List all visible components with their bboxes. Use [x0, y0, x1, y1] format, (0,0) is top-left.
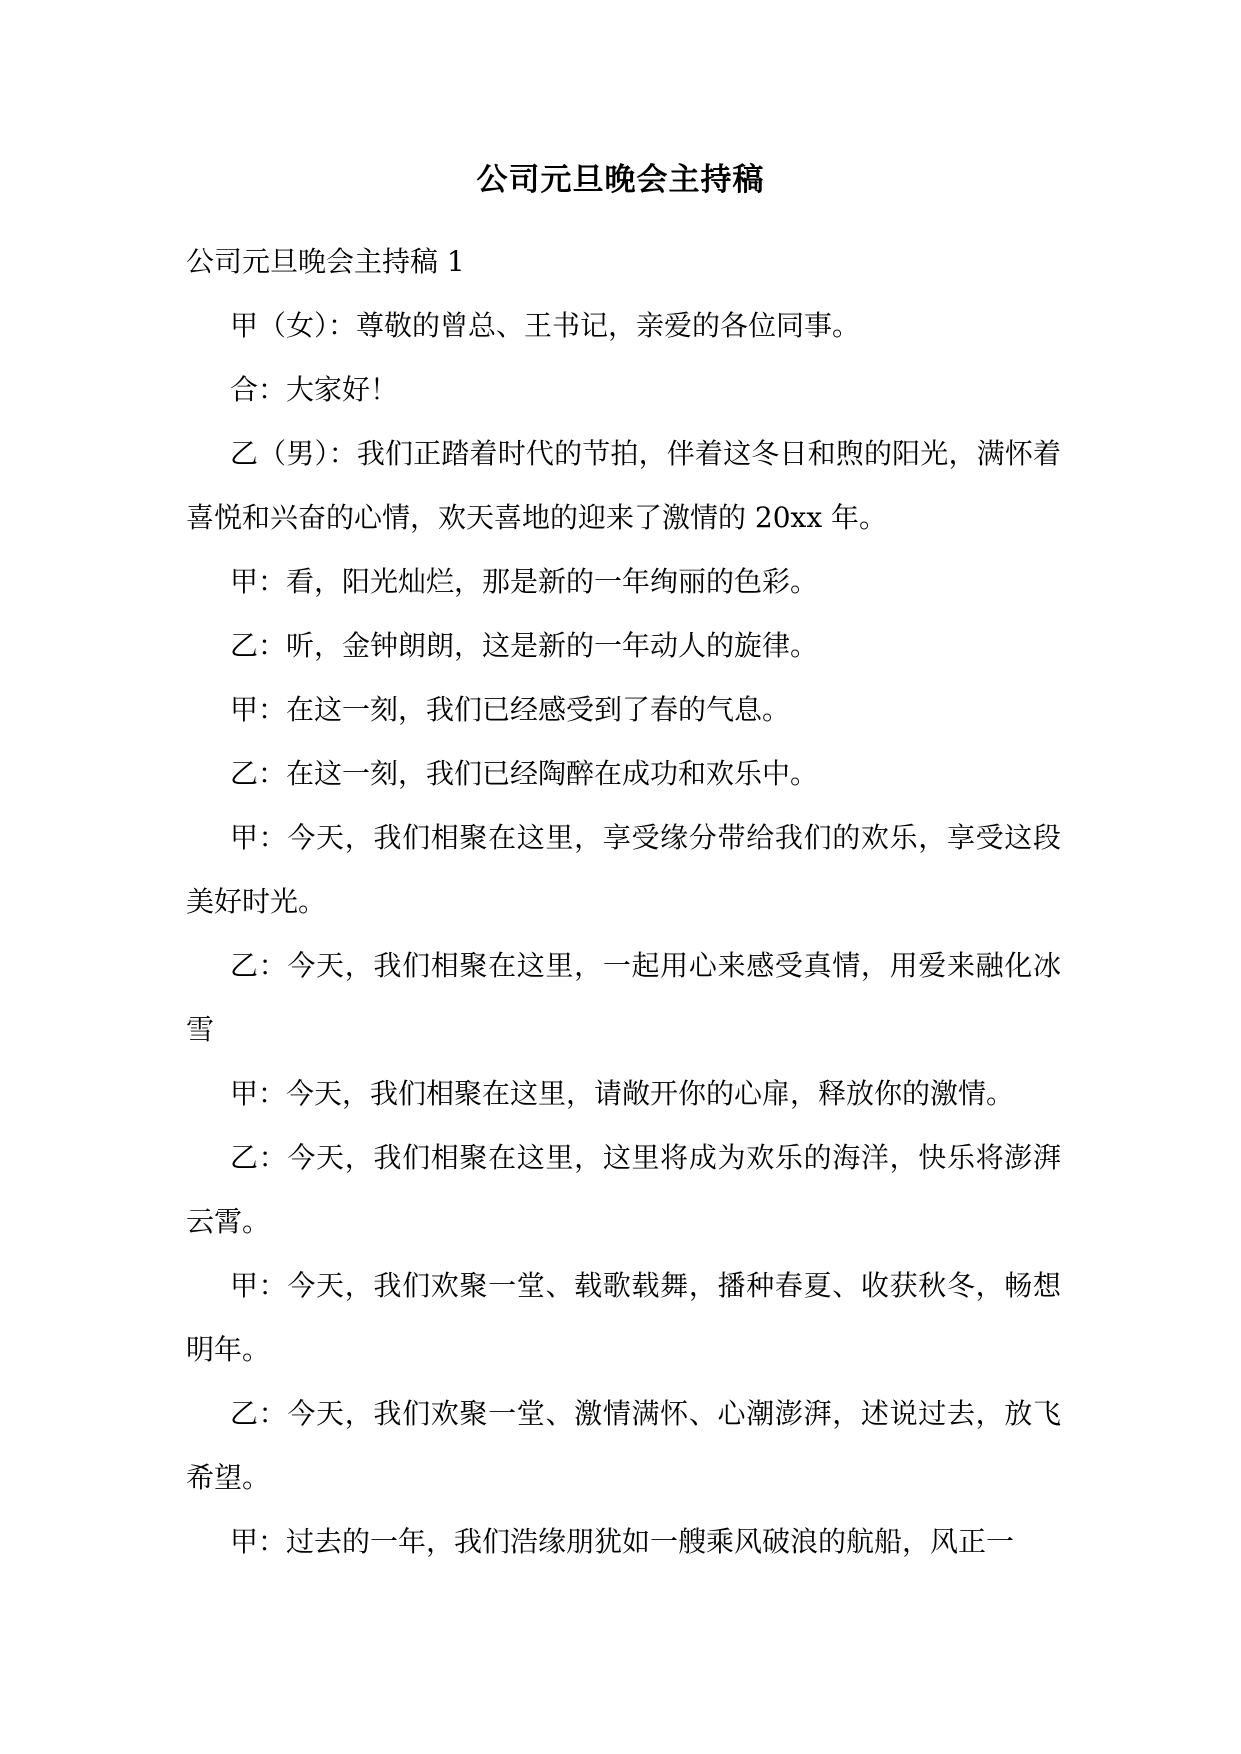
dialogue-paragraph: 乙：在这一刻，我们已经陶醉在成功和欢乐中。 [230, 757, 819, 790]
dialogue-paragraph: 甲：在这一刻，我们已经感受到了春的气息。 [230, 693, 791, 726]
dialogue-paragraph: 合：大家好！ [230, 373, 399, 406]
dialogue-paragraph: 乙（男）：我们正踏着时代的节拍，伴着这冬日和煦的阳光，满怀着喜悦和兴奋的心情，欢天喜地的迎来了激情的 20xx 年。 [186, 437, 1061, 534]
dialogue-paragraph: 甲：今天，我们相聚在这里，享受缘分带给我们的欢乐，享受这段美好时光。 [186, 821, 1061, 918]
dialogue-paragraph: 甲：过去的一年，我们浩缘朋犹如一艘乘风破浪的航船，风正一 [230, 1525, 1015, 1558]
dialogue-paragraph: 乙：今天，我们欢聚一堂、激情满怀、心潮澎湃，述说过去，放飞希望。 [186, 1397, 1061, 1494]
dialogue-paragraph: 乙：今天，我们相聚在这里，一起用心来感受真情，用爱来融化冰雪 [186, 949, 1061, 1046]
dialogue-paragraph: 乙：今天，我们相聚在这里，这里将成为欢乐的海洋，快乐将澎湃云霄。 [186, 1141, 1061, 1238]
dialogue-paragraph: 乙：听，金钟朗朗，这是新的一年动人的旋律。 [230, 629, 819, 662]
dialogue-paragraph: 甲（女）：尊敬的曾总、王书记，亲爱的各位同事。 [230, 309, 861, 342]
document-body [186, 230, 1061, 1574]
dialogue-paragraph: 甲：看，阳光灿烂，那是新的一年绚丽的色彩。 [230, 565, 819, 598]
section-heading: 公司元旦晚会主持稿 1 [186, 245, 465, 278]
dialogue-paragraph: 甲：今天，我们相聚在这里，请敞开你的心扉，释放你的激情。 [230, 1077, 1015, 1110]
dialogue-paragraph: 甲：今天，我们欢聚一堂、载歌载舞，播种春夏、收获秋冬，畅想明年。 [186, 1269, 1061, 1366]
document-title: 公司元旦晚会主持稿 [476, 162, 765, 198]
